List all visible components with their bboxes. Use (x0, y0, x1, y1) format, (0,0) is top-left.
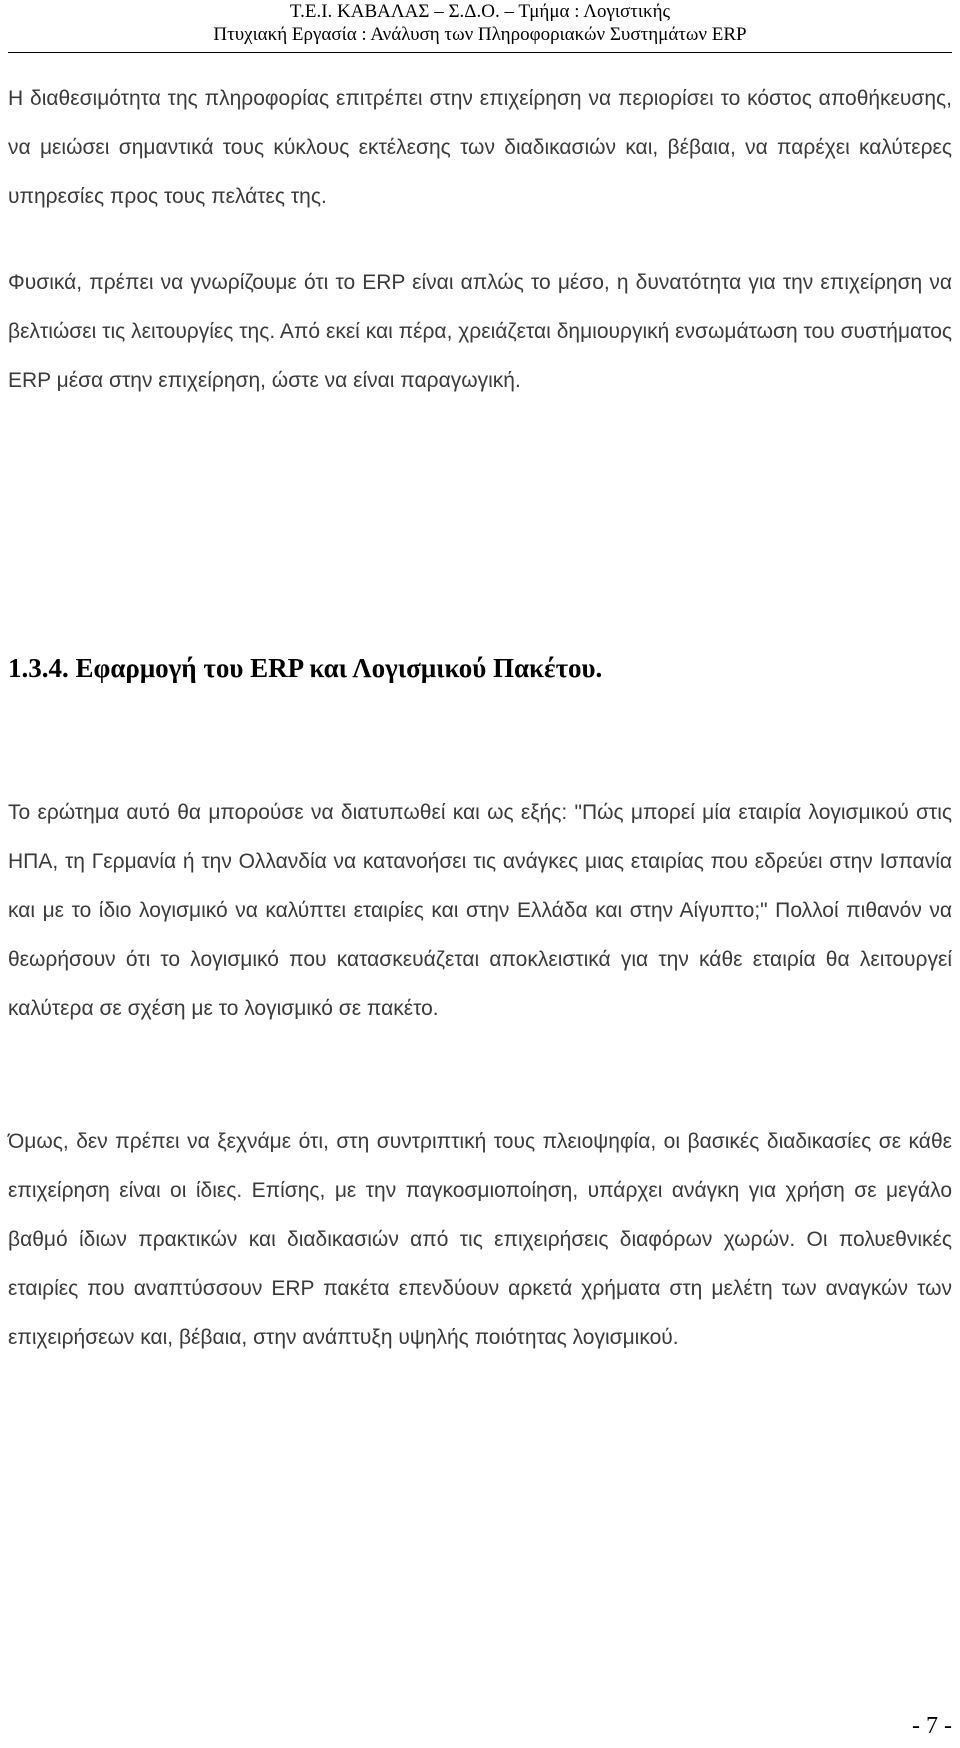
paragraph-4: Όμως, δεν πρέπει να ξεχνάμε ότι, στη συντριπτική τους πλειοψηφία, οι βασικές διαδικασίες σε κάθε επιχείρηση είναι οι ίδιες. Επίσης, με την παγκοσμιοποίηση, υπάρχει ανάγκη για χρήση σε μεγάλο βαθμό ίδιων πρακτικών και διαδικασιών από τις επιχειρήσεις διαφόρων χωρών. Οι πολυεθνικές εταιρίες που αναπτύσσουν ERP πακέτα επενδύουν αρκετά χρήματα στη μελέτη των αναγκών των επιχειρήσεων και, βέβαια, στην ανάπτυξη υψηλής ποιότητας λογισμικού. (8, 1130, 952, 1349)
page-header (0, 0, 960, 46)
header-divider (8, 52, 952, 53)
header-thesis-title: Πτυχιακή Εργασία : Ανάλυση των Πληροφοριακών Συστημάτων ERP (213, 24, 747, 45)
paragraph-2: Φυσικά, πρέπει να γνωρίζουμε ότι το ERP είναι απλώς το μέσο, η δυνατότητα για την επιχείρηση να βελτιώσει τις λειτουργίες της. Από εκεί και πέρα, χρειάζεται δημιουργική ενσωμάτωση του συστήματος ERP μέσα στην επιχείρηση, ώστε να είναι παραγωγική. (8, 271, 952, 392)
section-heading: 1.3.4. Εφαρμογή του ERP και Λογισμικού Πακέτου. (8, 653, 603, 683)
paragraph-3: Το ερώτημα αυτό θα μπορούσε να διατυπωθεί και ως εξής: "Πώς μπορεί μία εταιρία λογισμικού στις ΗΠΑ, τη Γερμανία ή την Ολλανδία να κατανοήσει τις ανάγκες μιας εταιρίας που εδρεύει στην Ισπανία και με το ίδιο λογισμικό να καλύπτει εταιρίες και στην Ελλάδα και στην Αίγυπτο;" Πολλοί πιθανόν να θεωρήσουν ότι το λογισμικό που κατασκευάζεται αποκλειστικά για την κάθε εταιρία θα λειτουργεί καλύτερα σε σχέση με το λογισμικό σε πακέτο. (8, 801, 952, 1020)
header-institution: Τ.Ε.Ι. ΚΑΒΑΛΑΣ – Σ.Δ.Ο. – Τμήμα : Λογιστικής (289, 1, 671, 22)
paragraph-1: Η διαθεσιμότητα της πληροφορίας επιτρέπει στην επιχείρηση να περιορίσει το κόστος αποθήκευσης, να μειώσει σημαντικά τους κύκλους εκτέλεσης των διαδικασιών και, βέβαια, να παρέχει καλύτερες υπηρεσίες προς τους πελάτες της. (8, 87, 952, 208)
page-number: - 7 - (912, 1713, 952, 1739)
